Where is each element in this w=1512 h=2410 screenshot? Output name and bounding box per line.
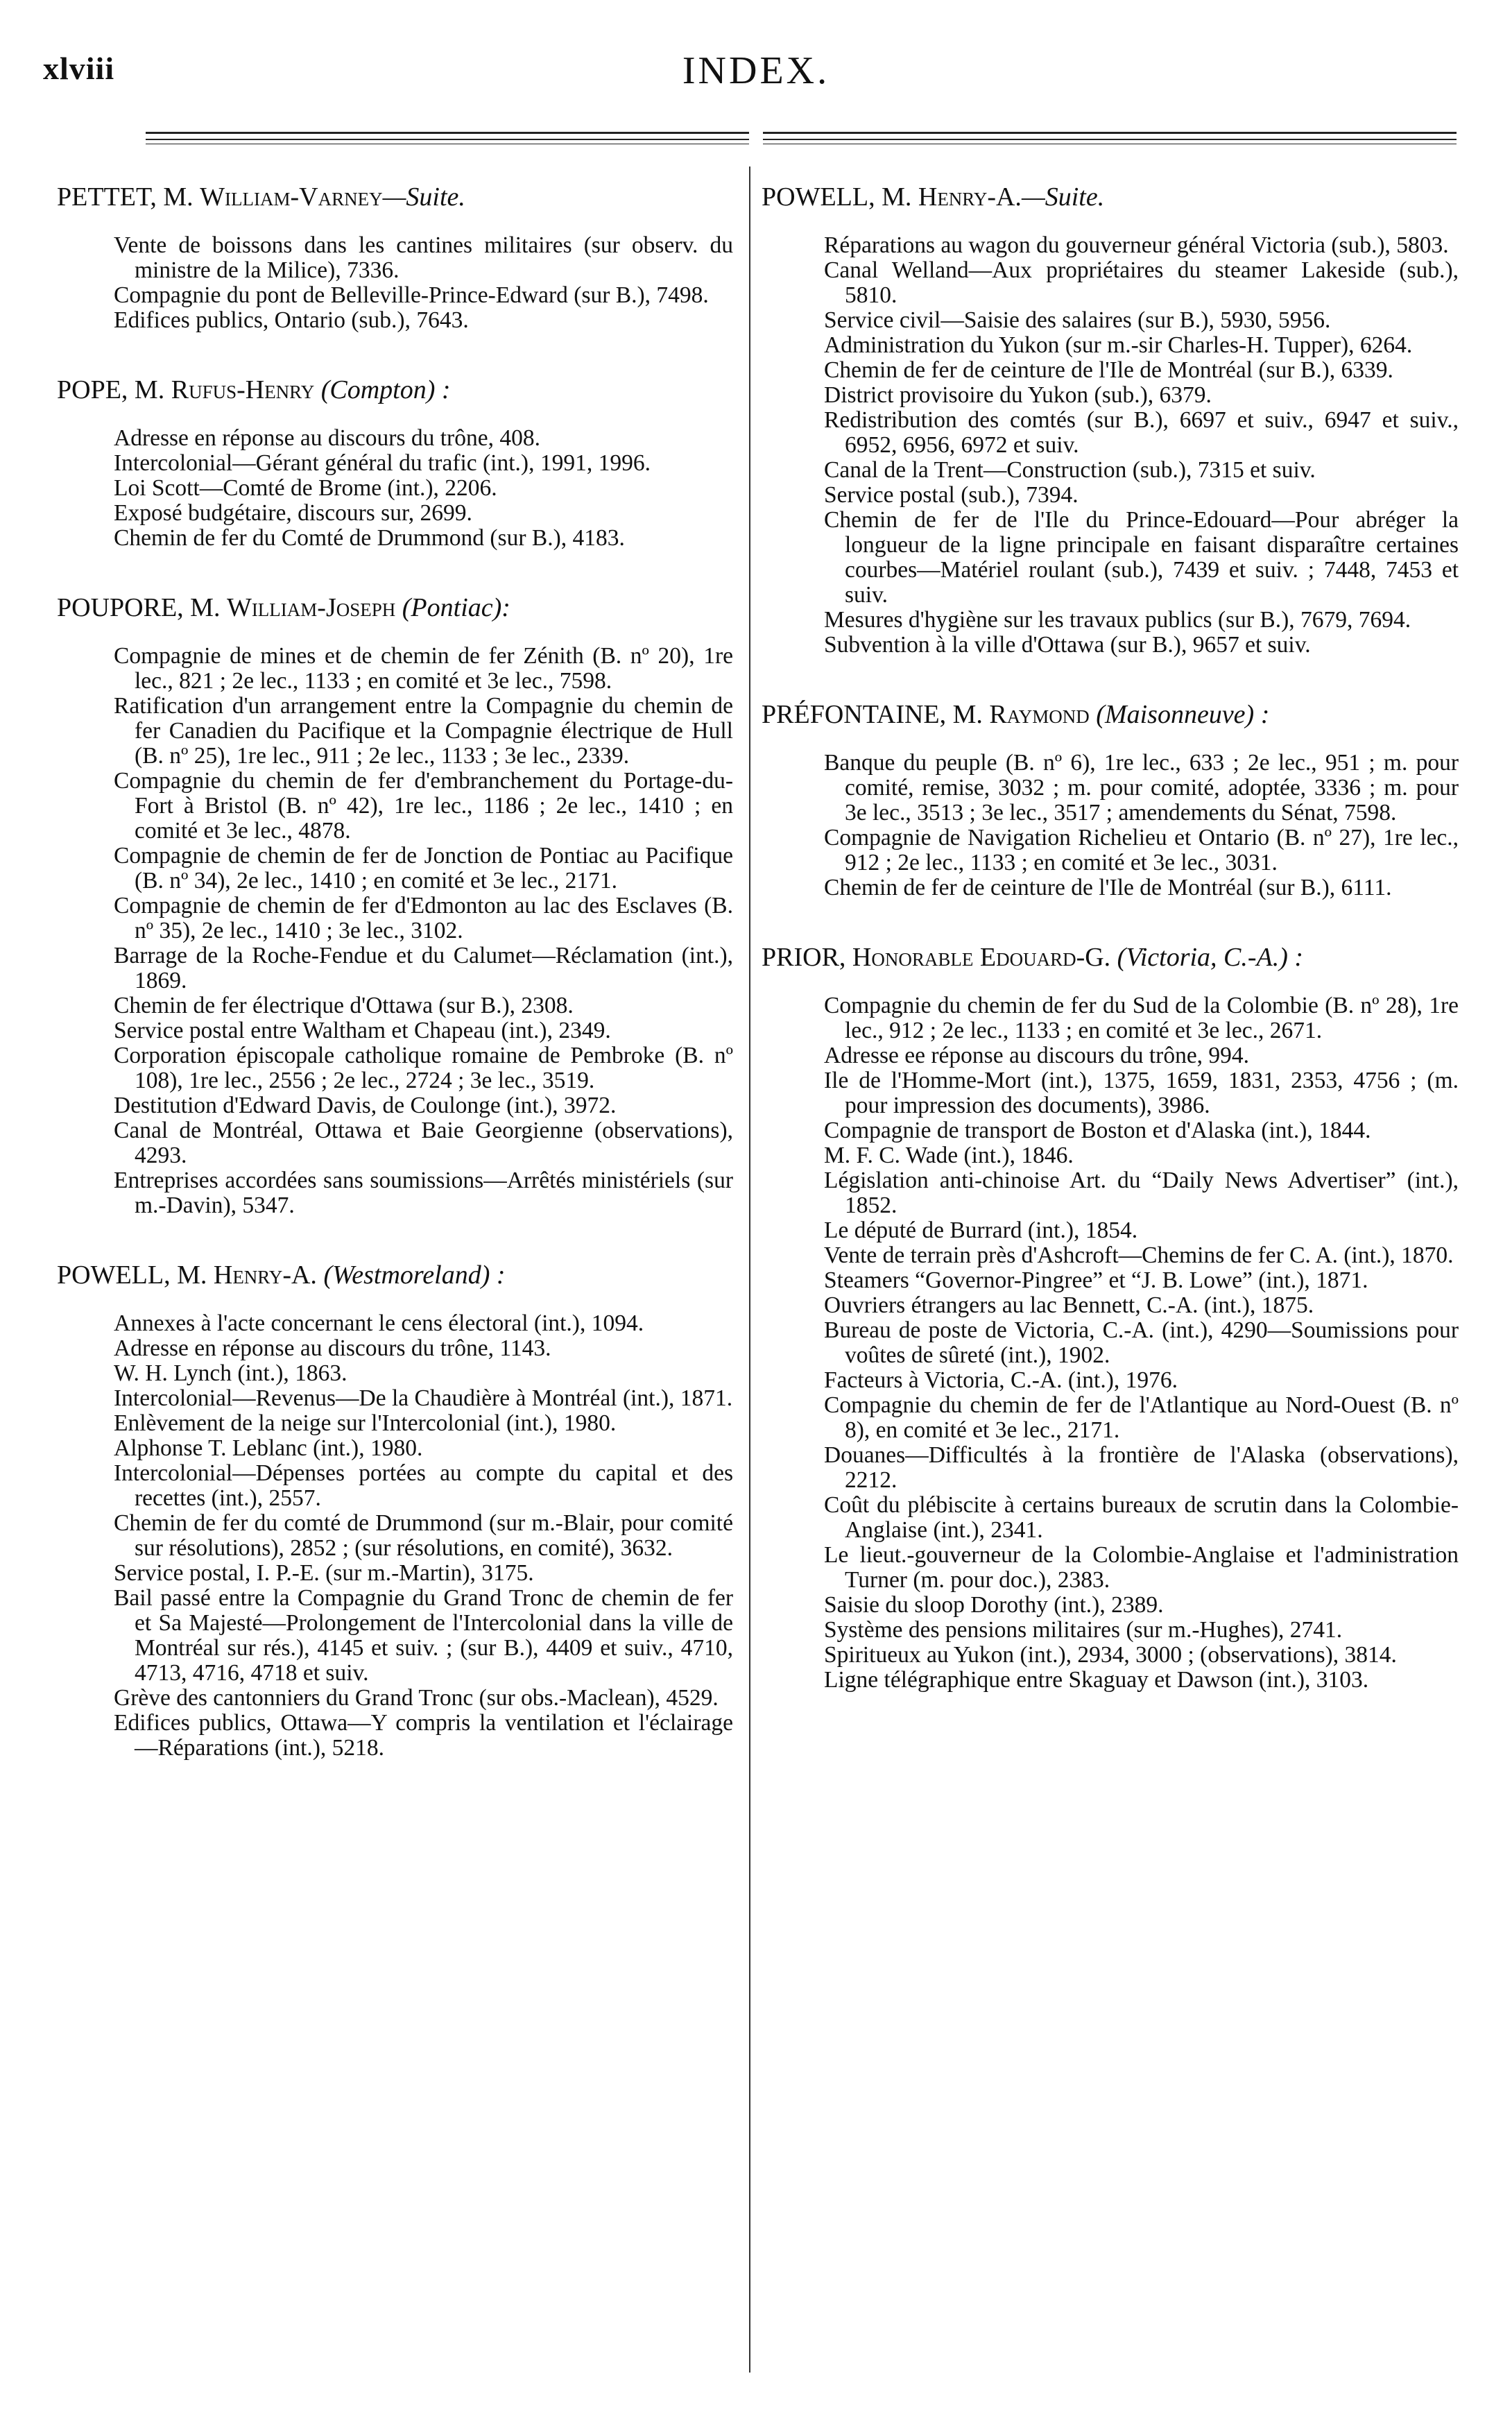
section-heading xyxy=(57,182,733,212)
index-entry: Exposé budgétaire, discours sur, 2699. xyxy=(114,500,472,526)
index-entry: Coût du plébiscite à certains bureaux de scrutin dans la Colombie-Anglaise (int.), 2341. xyxy=(824,1492,1459,1543)
member-surname: PRÉFONTAINE, M. xyxy=(762,700,983,729)
index-entry: Edifices publics, Ontario (sub.), 7643. xyxy=(114,307,469,333)
index-section xyxy=(57,375,733,551)
index-entry: Canal de Montréal, Ottawa et Baie Georgienne (observations), 4293. xyxy=(114,1118,733,1168)
index-entry: Alphonse T. Leblanc (int.), 1980. xyxy=(114,1435,423,1461)
index-entry: Ligne télégraphique entre Skaguay et Dawson (int.), 3103. xyxy=(824,1667,1369,1693)
index-section xyxy=(57,182,733,333)
page-number: xlviii xyxy=(43,51,115,86)
index-section xyxy=(762,182,1459,658)
index-entry: Intercolonial—Revenus—De la Chaudière à Montréal (int.), 1871. xyxy=(114,1385,733,1411)
index-entry: District provisoire du Yukon (sub.), 6379. xyxy=(824,382,1212,408)
member-surname: PETTET, M. xyxy=(57,182,194,212)
index-entry: Chemin de fer de ceinture de l'Ile de Montréal (sur B.), 6111. xyxy=(824,875,1392,900)
index-entry: Vente de boissons dans les cantines militaires (sur observ. du ministre de la Milice), 7336. xyxy=(114,232,733,283)
index-entry: Compagnie du chemin de fer du Sud de la Colombie (B. nº 28), 1re lec., 912 ; 2e lec., 1133 ; en comité et 3e lec., 2671. xyxy=(824,993,1459,1043)
section-heading xyxy=(57,592,733,623)
index-entry: Service postal entre Waltham et Chapeau (int.), 2349. xyxy=(114,1018,611,1043)
index-entry: Chemin de fer de l'Ile du Prince-Edouard—Pour abréger la longueur de la ligne principale en faisant disparaître certaines courbes—Matériel roulant (sub.), 7439 et suiv. ; 7448, 7453 et suiv. xyxy=(824,507,1459,608)
header-rule-right xyxy=(763,132,1457,153)
index-entry: Steamers “Governor-Pingree” et “J. B. Lowe” (int.), 1871. xyxy=(824,1267,1368,1293)
index-entry: Chemin de fer du Comté de Drummond (sur B.), 4183. xyxy=(114,525,625,551)
page-title: INDEX. xyxy=(682,49,830,92)
section-heading xyxy=(762,942,1459,973)
index-entry: Intercolonial—Gérant général du trafic (int.), 1991, 1996. xyxy=(114,450,651,476)
member-surname: POWELL, M. xyxy=(57,1260,207,1290)
index-entry: Edifices publics, Ottawa—Y compris la ventilation et l'éclairage—Réparations (int.), 5218. xyxy=(114,1710,733,1761)
index-section xyxy=(57,592,733,1218)
index-entry: Le lieut.-gouverneur de la Colombie-Anglaise et l'administration Turner (m. pour doc.), 2383. xyxy=(824,1542,1459,1593)
index-entry: Barrage de la Roche-Fendue et du Calumet—Réclamation (int.), 1869. xyxy=(114,943,733,993)
riding-name: (Victoria, C.-A.) : xyxy=(1117,943,1304,972)
member-given-names: Henry-A. xyxy=(918,182,1022,212)
index-entry: Vente de terrain près d'Ashcroft—Chemins de fer C. A. (int.), 1870. xyxy=(824,1242,1454,1268)
index-entry: Saisie du sloop Dorothy (int.), 2389. xyxy=(824,1592,1164,1618)
section-heading xyxy=(762,699,1459,730)
index-entry: Spiritueux au Yukon (int.), 2934, 3000 ; (observations), 3814. xyxy=(824,1642,1397,1668)
index-section xyxy=(57,1260,733,1761)
index-entry: Adresse ee réponse au discours du trône, 994. xyxy=(824,1043,1250,1068)
index-entry: Chemin de fer du comté de Drummond (sur m.-Blair, pour comité sur résolutions), 2852 ; (sur résolutions, en comité), 3632. xyxy=(114,1510,733,1561)
index-entry: Administration du Yukon (sur m.-sir Charles-H. Tupper), 6264. xyxy=(824,332,1413,358)
index-entry: Ouvriers étrangers au lac Bennett, C.-A. (int.), 1875. xyxy=(824,1292,1314,1318)
index-entry: Ratification d'un arrangement entre la Compagnie du chemin de fer Canadien du Pacifique et la Compagnie électrique de Hull (B. nº 25), 1re lec., 911 ; 2e lec., 1133 ; 3e lec., 2339. xyxy=(114,693,733,769)
index-entry: Réparations au wagon du gouverneur général Victoria (sub.), 5803. xyxy=(824,232,1449,258)
index-entry: Destitution d'Edward Davis, de Coulonge (int.), 3972. xyxy=(114,1093,617,1118)
index-entry: Compagnie de mines et de chemin de fer Zénith (B. nº 20), 1re lec., 821 ; 2e lec., 1133 ; en comité et 3e lec., 7598. xyxy=(114,643,733,694)
index-entry: Compagnie du pont de Belleville-Prince-Edward (sur B.), 7498. xyxy=(114,282,709,308)
riding-name: (Maisonneuve) : xyxy=(1096,700,1270,729)
member-given-names: Henry-A. xyxy=(213,1260,317,1290)
right-column xyxy=(762,182,1459,1734)
index-entry: Compagnie de chemin de fer de Jonction de Pontiac au Pacifique (B. nº 34), 2e lec., 1410 ; en comité et 3e lec., 2171. xyxy=(114,843,733,894)
member-surname: POPE, M. xyxy=(57,375,165,404)
member-given-names: Raymond xyxy=(989,700,1090,729)
index-entry: Subvention à la ville d'Ottawa (sur B.), 9657 et suiv. xyxy=(824,632,1311,658)
member-surname: PRIOR, xyxy=(762,943,846,972)
index-entry: Adresse en réponse au discours du trône, 408. xyxy=(114,425,540,451)
riding-name: (Pontiac): xyxy=(402,593,510,622)
header-rule-left xyxy=(146,132,749,153)
index-section xyxy=(762,699,1459,900)
index-entry: Banque du peuple (B. nº 6), 1re lec., 633 ; 2e lec., 951 ; m. pour comité, remise, 3032 ; m. pour comité, adoptée, 3336 ; m. pour 3e lec., 3513 ; 3e lec., 3517 ; amendements du Sénat, 7598. xyxy=(824,750,1459,826)
index-entry: Canal Welland—Aux propriétaires du steamer Lakeside (sub.), 5810. xyxy=(824,257,1459,308)
index-entry: Compagnie de transport de Boston et d'Alaska (int.), 1844. xyxy=(824,1118,1371,1143)
member-given-names: William-Joseph xyxy=(226,593,396,622)
continued-label: —Suite. xyxy=(382,182,465,212)
left-column xyxy=(57,182,733,1802)
index-entry: Service postal, I. P.-E. (sur m.-Martin), 3175. xyxy=(114,1560,534,1586)
index-entry: Loi Scott—Comté de Brome (int.), 2206. xyxy=(114,475,497,501)
index-entry: Enlèvement de la neige sur l'Intercolonial (int.), 1980. xyxy=(114,1410,617,1436)
member-surname: POWELL, M. xyxy=(762,182,912,212)
index-entry: Grève des cantonniers du Grand Tronc (sur obs.-Maclean), 4529. xyxy=(114,1685,719,1711)
index-entry: Canal de la Trent—Construction (sub.), 7315 et suiv. xyxy=(824,457,1316,483)
index-entry: Chemin de fer de ceinture de l'Ile de Montréal (sur B.), 6339. xyxy=(824,357,1393,383)
index-entry: M. F. C. Wade (int.), 1846. xyxy=(824,1143,1074,1168)
index-entry: Bureau de poste de Victoria, C.-A. (int.), 4290—Soumissions pour voûtes de sûreté (int.), 1902. xyxy=(824,1317,1459,1368)
page-header xyxy=(0,0,1512,139)
continued-label: —Suite. xyxy=(1021,182,1105,212)
section-heading xyxy=(57,375,733,405)
index-entry: Ile de l'Homme-Mort (int.), 1375, 1659, 1831, 2353, 4756 ; (m. pour impression des documents), 3986. xyxy=(824,1068,1459,1118)
index-section xyxy=(762,942,1459,1693)
index-entry: Service postal (sub.), 7394. xyxy=(824,482,1079,508)
index-entry: Douanes—Difficultés à la frontière de l'Alaska (observations), 2212. xyxy=(824,1442,1459,1493)
index-entry: Législation anti-chinoise Art. du “Daily News Advertiser” (int.), 1852. xyxy=(824,1168,1459,1218)
riding-name: (Westmoreland) : xyxy=(323,1260,506,1290)
index-entry: Compagnie du chemin de fer d'embranchement du Portage-du-Fort à Bristol (B. nº 42), 1re lec., 1186 ; 2e lec., 1410 ; en comité et 3e lec., 4878. xyxy=(114,768,733,844)
index-entry: Annexes à l'acte concernant le cens électoral (int.), 1094. xyxy=(114,1310,644,1336)
riding-name: (Compton) : xyxy=(320,375,451,404)
index-entry: Redistribution des comtés (sur B.), 6697 et suiv., 6947 et suiv., 6952, 6956, 6972 et suiv. xyxy=(824,407,1459,458)
index-entry: Facteurs à Victoria, C.-A. (int.), 1976. xyxy=(824,1367,1178,1393)
index-entry: W. H. Lynch (int.), 1863. xyxy=(114,1360,347,1386)
index-entry: Compagnie de Navigation Richelieu et Ontario (B. nº 27), 1re lec., 912 ; 2e lec., 1133 ; en comité et 3e lec., 3031. xyxy=(824,825,1459,875)
index-entry: Bail passé entre la Compagnie du Grand Tronc de chemin de fer et Sa Majesté—Prolongement de l'Intercolonial dans la ville de Montréal sur rés.), 4145 et suiv. ; (sur B.), 4409 et suiv., 4710, 4713, 4716, 4718 et suiv. xyxy=(114,1585,733,1686)
member-surname: POUPORE, M. xyxy=(57,593,221,622)
index-entry: Entreprises accordées sans soumissions—Arrêtés ministériels (sur m.-Davin), 5347. xyxy=(114,1168,733,1218)
index-entry: Compagnie du chemin de fer de l'Atlantique au Nord-Ouest (B. nº 8), en comité et 3e lec., 2171. xyxy=(824,1392,1459,1443)
index-entry: Intercolonial—Dépenses portées au compte du capital et des recettes (int.), 2557. xyxy=(114,1460,733,1511)
index-entry: Corporation épiscopale catholique romaine de Pembroke (B. nº 108), 1re lec., 2556 ; 2e lec., 2724 ; 3e lec., 3519. xyxy=(114,1043,733,1093)
column-divider xyxy=(749,166,750,2373)
member-given-names: Honorable Edouard-G. xyxy=(852,943,1111,972)
index-entry: Le député de Burrard (int.), 1854. xyxy=(824,1217,1138,1243)
index-entry: Service civil—Saisie des salaires (sur B.), 5930, 5956. xyxy=(824,307,1331,333)
member-given-names: William-Varney xyxy=(200,182,383,212)
index-entry: Compagnie de chemin de fer d'Edmonton au lac des Esclaves (B. nº 35), 2e lec., 1410 ; 3e lec., 3102. xyxy=(114,893,733,943)
index-entry: Adresse en réponse au discours du trône, 1143. xyxy=(114,1335,551,1361)
section-heading xyxy=(57,1260,733,1290)
index-entry: Mesures d'hygiène sur les travaux publics (sur B.), 7679, 7694. xyxy=(824,607,1411,633)
index-entry: Chemin de fer électrique d'Ottawa (sur B.), 2308. xyxy=(114,993,574,1018)
section-heading xyxy=(762,182,1459,212)
member-given-names: Rufus-Henry xyxy=(171,375,315,404)
index-entry: Système des pensions militaires (sur m.-Hughes), 2741. xyxy=(824,1617,1343,1643)
